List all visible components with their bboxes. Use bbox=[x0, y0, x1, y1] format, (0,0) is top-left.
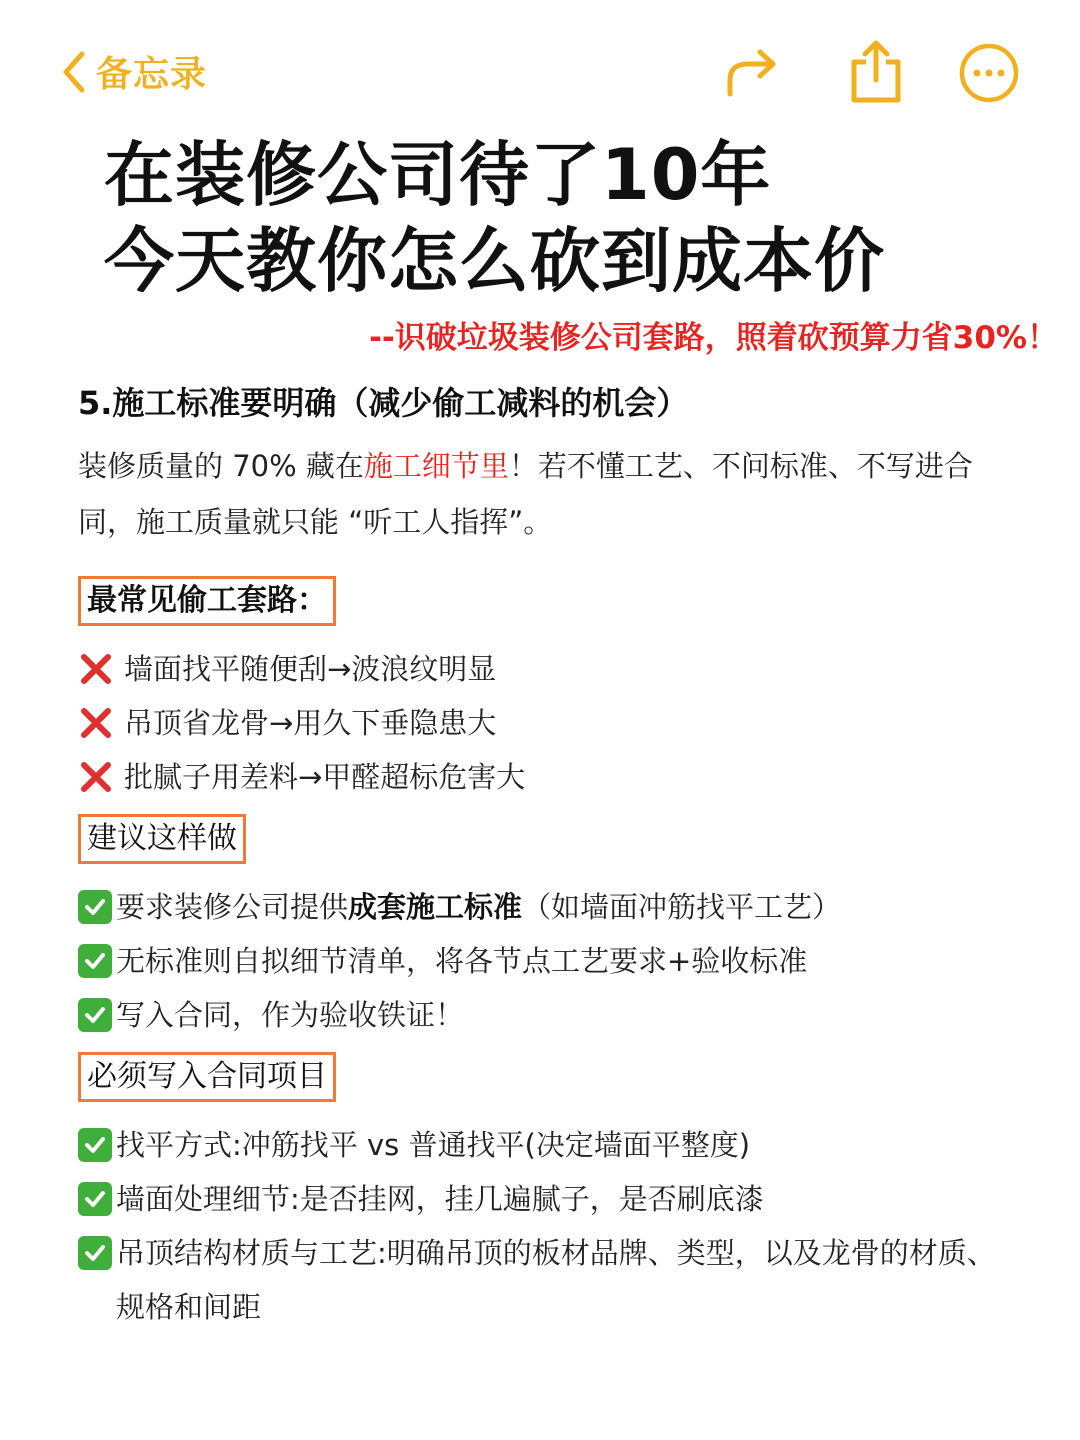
trick-text: 批腻子用差料→甲醛超标危害大 bbox=[124, 760, 526, 794]
trick-text: 吊顶省龙骨→用久下垂隐患大 bbox=[124, 706, 497, 740]
check-icon bbox=[78, 944, 112, 978]
page-title bbox=[104, 132, 885, 304]
list-item bbox=[78, 750, 1018, 804]
check-icon bbox=[78, 890, 112, 924]
list-item bbox=[78, 880, 1018, 934]
more-icon bbox=[958, 42, 1020, 104]
share-icon bbox=[848, 40, 904, 106]
contract-label: 必须写入合同项目 bbox=[78, 1052, 336, 1102]
tricks-label: 最常见偷工套路： bbox=[78, 576, 336, 626]
share-button[interactable] bbox=[848, 40, 904, 110]
advice-text: 写入合同，作为验收铁证！ bbox=[116, 998, 465, 1032]
check-icon bbox=[78, 998, 112, 1032]
navigation-bar bbox=[0, 0, 1080, 150]
list-item bbox=[78, 642, 1018, 696]
subtitle: --识破垃圾装修公司套路，照着砍预算力省30%！ bbox=[369, 320, 1058, 356]
advice-label: 建议这样做 bbox=[78, 814, 246, 864]
list-item bbox=[78, 1118, 1018, 1172]
title-line-1: 在装修公司待了10年 bbox=[104, 134, 772, 216]
advice-text: 无标准则自拟细节清单，将各节点工艺要求+验收标准 bbox=[116, 944, 808, 978]
check-icon bbox=[78, 1182, 112, 1216]
advice-text-post: （如墙面冲筋找平工艺） bbox=[522, 890, 842, 924]
list-item bbox=[78, 1172, 1018, 1226]
contract-text: 吊顶结构材质与工艺:明确吊顶的板材品牌、类型，以及龙骨的材质、规格和间距 bbox=[116, 1236, 996, 1324]
cross-icon bbox=[78, 759, 114, 795]
contract-text: 找平方式:冲筋找平 vs 普通找平(决定墙面平整度) bbox=[116, 1128, 751, 1162]
cross-icon bbox=[78, 651, 114, 687]
advice-text-pre: 要求装修公司提供 bbox=[116, 890, 349, 924]
cross-icon bbox=[78, 705, 114, 741]
intro-text-1: 装修质量的 70% 藏在 bbox=[78, 449, 364, 483]
advice-list bbox=[78, 880, 1018, 1042]
list-item bbox=[78, 934, 1018, 988]
title-line-2: 今天教你怎么砍到成本价 bbox=[104, 220, 885, 302]
section-heading: 5.施工标准要明确（减少偷工减料的机会） bbox=[78, 384, 689, 422]
tricks-list bbox=[78, 642, 1018, 804]
back-button[interactable] bbox=[58, 46, 207, 97]
back-label: 备忘录 bbox=[96, 54, 208, 95]
check-icon bbox=[78, 1128, 112, 1162]
intro-highlight: 施工细节里 bbox=[363, 449, 509, 483]
list-item bbox=[78, 988, 1018, 1042]
more-button[interactable] bbox=[958, 42, 1020, 108]
redo-button[interactable] bbox=[722, 40, 780, 108]
intro-paragraph bbox=[78, 438, 1018, 550]
list-item bbox=[78, 1226, 1018, 1334]
redo-icon bbox=[722, 40, 780, 104]
note-body bbox=[78, 378, 1018, 1334]
contract-list bbox=[78, 1118, 1018, 1334]
chevron-left-icon bbox=[58, 48, 88, 96]
advice-text-bold: 成套施工标准 bbox=[348, 890, 523, 924]
check-icon bbox=[78, 1236, 112, 1270]
trick-text: 墙面找平随便刮→波浪纹明显 bbox=[124, 652, 497, 686]
intro-text-2: ！若不懂工艺、不问标准、不写进合同，施工质量就只能 “听工人指挥”。 bbox=[78, 449, 973, 539]
list-item bbox=[78, 696, 1018, 750]
contract-text: 墙面处理细节:是否挂网，挂几遍腻子，是否刷底漆 bbox=[116, 1182, 764, 1216]
